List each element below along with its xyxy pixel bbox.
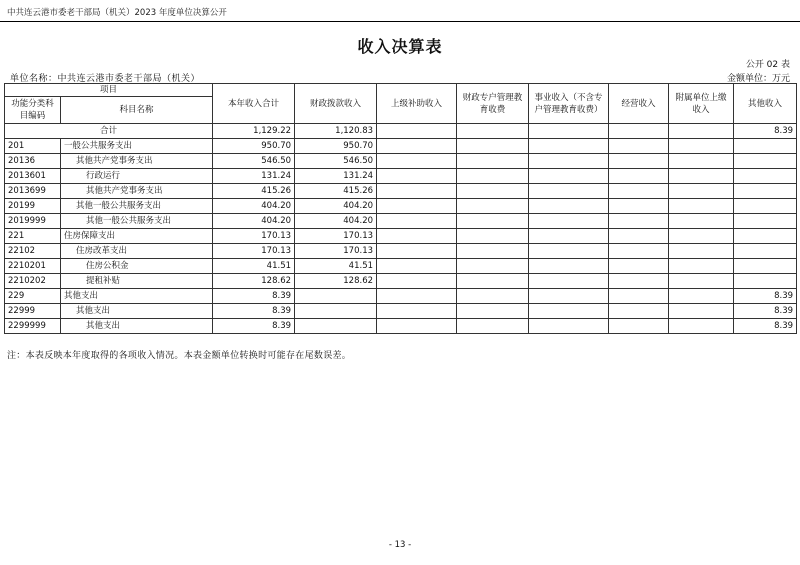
unit-name: 单位名称：中共连云港市委老干部局（机关） [10, 74, 201, 84]
row-total: 8.39 [213, 289, 295, 304]
row-other [734, 139, 797, 154]
footnote: 注：本表反映本年度取得的各项收入情况。本表金额单位转换时可能存在尾数误差。 [7, 351, 352, 361]
row-fiscal [295, 304, 377, 319]
row-code: 22999 [5, 304, 61, 319]
header-superior: 上级补助收入 [377, 84, 457, 124]
row-total: 170.13 [213, 244, 295, 259]
row-total: 41.51 [213, 259, 295, 274]
row-code: 2013699 [5, 184, 61, 199]
row-name: 其他一般公共服务支出 [61, 199, 213, 214]
row-other [734, 274, 797, 289]
form-code: 公开 02 表 [745, 60, 790, 70]
table-row [5, 319, 797, 334]
row-code: 2013601 [5, 169, 61, 184]
row-other [734, 259, 797, 274]
table-header-row [5, 84, 797, 97]
row-name: 住房保障支出 [61, 229, 213, 244]
row-other [734, 229, 797, 244]
header-business: 事业收入（不含专户管理教育收费） [529, 84, 609, 124]
row-fiscal: 41.51 [295, 259, 377, 274]
header-fiscal: 财政拨款收入 [295, 84, 377, 124]
row-fiscal: 131.24 [295, 169, 377, 184]
row-fiscal: 546.50 [295, 154, 377, 169]
header-func-code: 功能分类科目编码 [5, 97, 61, 124]
row-name: 其他一般公共服务支出 [61, 214, 213, 229]
header-fiscal-edu: 财政专户管理教育收费 [457, 84, 529, 124]
header-subject-name: 科目名称 [61, 97, 213, 124]
table-row [5, 184, 797, 199]
row-code: 229 [5, 289, 61, 304]
row-code: 2210202 [5, 274, 61, 289]
row-fiscal: 404.20 [295, 214, 377, 229]
row-code: 20199 [5, 199, 61, 214]
total-fiscal: 1,120.83 [295, 124, 377, 139]
row-name: 其他支出 [61, 319, 213, 334]
table-row [5, 154, 797, 169]
row-fiscal: 170.13 [295, 244, 377, 259]
table-row [5, 229, 797, 244]
row-total: 404.20 [213, 199, 295, 214]
row-other [734, 154, 797, 169]
running-header: 中共连云港市委老干部局（机关）2023 年度单位决算公开 [7, 8, 227, 18]
row-total: 8.39 [213, 304, 295, 319]
row-fiscal: 415.26 [295, 184, 377, 199]
total-label: 合计 [5, 124, 213, 139]
header-divider [0, 21, 800, 22]
row-other: 8.39 [734, 289, 797, 304]
table-row [5, 214, 797, 229]
row-name: 一般公共服务支出 [61, 139, 213, 154]
row-name: 其他支出 [61, 304, 213, 319]
table-row [5, 304, 797, 319]
table-row [5, 199, 797, 214]
table-row [5, 139, 797, 154]
row-name: 行政运行 [61, 169, 213, 184]
table-row [5, 259, 797, 274]
header-other: 其他收入 [734, 84, 797, 124]
row-fiscal [295, 319, 377, 334]
row-other [734, 184, 797, 199]
row-name: 住房公积金 [61, 259, 213, 274]
header-item-group: 项目 [5, 84, 213, 97]
currency-unit: 金额单位：万元 [726, 74, 790, 84]
header-total: 本年收入合计 [213, 84, 295, 124]
row-name: 其他共产党事务支出 [61, 184, 213, 199]
row-name: 住房改革支出 [61, 244, 213, 259]
table-row [5, 289, 797, 304]
row-total: 8.39 [213, 319, 295, 334]
row-code: 20136 [5, 154, 61, 169]
row-total: 415.26 [213, 184, 295, 199]
row-fiscal [295, 289, 377, 304]
row-fiscal: 950.70 [295, 139, 377, 154]
header-affiliated: 附属单位上缴收入 [669, 84, 734, 124]
row-code: 221 [5, 229, 61, 244]
row-other [734, 169, 797, 184]
row-code: 22102 [5, 244, 61, 259]
row-name: 其他支出 [61, 289, 213, 304]
row-fiscal: 128.62 [295, 274, 377, 289]
row-total: 170.13 [213, 229, 295, 244]
row-code: 2210201 [5, 259, 61, 274]
row-name: 其他共产党事务支出 [61, 154, 213, 169]
table-row [5, 274, 797, 289]
row-other [734, 199, 797, 214]
income-table [4, 83, 797, 334]
row-total: 546.50 [213, 154, 295, 169]
row-fiscal: 404.20 [295, 199, 377, 214]
row-code: 2019999 [5, 214, 61, 229]
row-other: 8.39 [734, 319, 797, 334]
page-number: - 13 - [388, 540, 412, 550]
row-total: 128.62 [213, 274, 295, 289]
row-fiscal: 170.13 [295, 229, 377, 244]
row-other: 8.39 [734, 304, 797, 319]
page-title: 收入决算表 [357, 37, 443, 56]
total-row [5, 124, 797, 139]
row-total: 131.24 [213, 169, 295, 184]
table-row [5, 169, 797, 184]
row-code: 201 [5, 139, 61, 154]
header-operating: 经营收入 [609, 84, 669, 124]
table-row [5, 244, 797, 259]
row-other [734, 214, 797, 229]
row-total: 950.70 [213, 139, 295, 154]
row-code: 2299999 [5, 319, 61, 334]
total-amount: 1,129.22 [213, 124, 295, 139]
row-name: 提租补贴 [61, 274, 213, 289]
row-total: 404.20 [213, 214, 295, 229]
total-other: 8.39 [734, 124, 797, 139]
row-other [734, 244, 797, 259]
